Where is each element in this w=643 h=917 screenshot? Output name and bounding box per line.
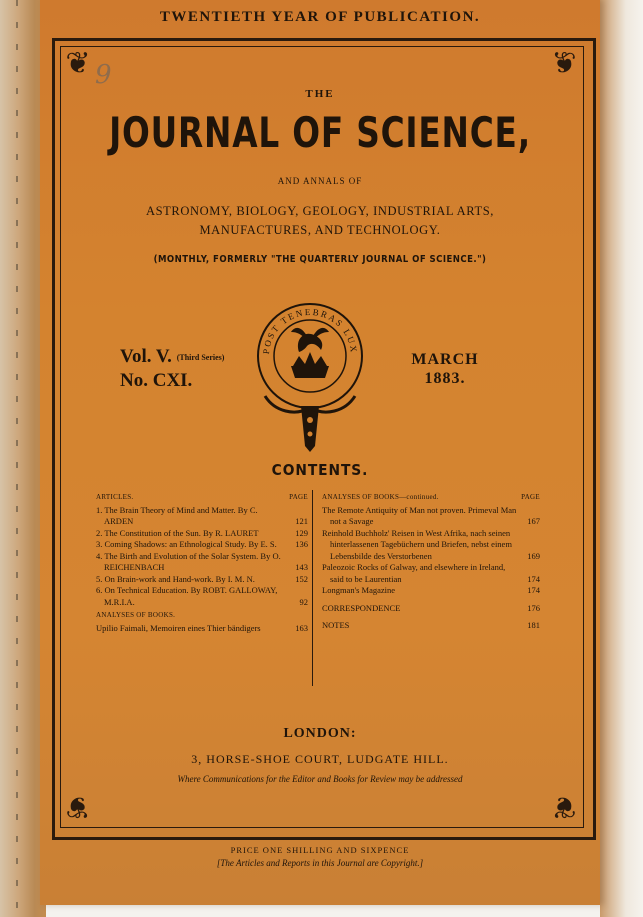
contents-column-divider <box>312 490 313 686</box>
list-item <box>96 623 308 635</box>
issue-year: 1883. <box>424 370 466 387</box>
page-edge-background <box>600 0 643 917</box>
review-title: Longman's Magazine <box>322 585 396 595</box>
review-title: Upilio Faimali, Memoiren eines Thier bändigers <box>96 622 261 633</box>
contents-right-column <box>322 492 540 632</box>
subjects-line-1: ASTRONOMY, BIOLOGY, GEOLOGY, INDUSTRIAL ARTS, <box>145 204 495 218</box>
list-item <box>322 505 540 528</box>
articles-label: ARTICLES. <box>96 493 134 501</box>
article-page: 121 <box>295 516 308 526</box>
subjects-list <box>40 202 600 240</box>
issue-date <box>400 350 490 388</box>
article-title: 1. The Brain Theory of Mind and Matter. By C. ARDEN <box>96 504 258 526</box>
article-page: 136 <box>295 539 308 549</box>
list-item <box>96 574 308 586</box>
subjects-line-2: MANUFACTURES, AND TECHNOLOGY. <box>199 223 441 237</box>
article-title: 2. The Constitution of the Sun. By R. LAURET <box>96 527 259 538</box>
volume-number: Vol. V. <box>120 346 172 367</box>
article-page: 152 <box>295 573 308 584</box>
list-item <box>322 603 540 615</box>
review-title: Paleozoic Rocks of Galway, and elsewhere in Ireland, said to be Laurentian <box>322 562 506 584</box>
list-item <box>322 585 540 597</box>
place-of-publication: LONDON: <box>283 726 357 741</box>
volume-series-note: (Third Series) <box>176 353 225 363</box>
article-title: 6. On Technical Education. By ROBT. GALLOWAY, M.R.I.A. <box>96 585 278 607</box>
list-item <box>322 620 540 632</box>
and-annals-label: AND ANNALS OF <box>277 176 363 186</box>
review-title: Reinhold Buchholz' Reisen in West Afrika, nach seinen hinterlassenen Tagebüchern und Briefen, nebst einem Lebensbilde des Verstorbenen <box>322 527 512 561</box>
issue-month: MARCH <box>411 351 479 368</box>
page-label: PAGE <box>289 493 308 501</box>
volume-block <box>120 345 224 392</box>
article-title: 3. Coming Shadows: an Ethnological Study. By E. S. <box>96 539 277 549</box>
correspondence-label: CORRESPONDENCE <box>322 602 401 613</box>
reviews-label: ANALYSES OF BOOKS. <box>96 611 176 619</box>
article-page: 143 <box>295 562 308 572</box>
corner-ornament-icon: ❦ <box>65 46 91 81</box>
monthly-note: (MONTHLY, FORMERLY "THE QUARTERLY JOURNAL OF SCIENCE.") <box>153 254 487 265</box>
article-title: 5. On Brain-work and Hand-work. By I. M. N. <box>96 573 255 584</box>
crest-icon <box>255 296 365 452</box>
publication-year-line: TWENTIETH YEAR OF PUBLICATION. <box>159 9 481 25</box>
crest-motto: POST TENEBRAS LUX <box>260 306 360 355</box>
communications-note: Where Communications for the Editor and Books for Review may be addressed <box>177 774 463 784</box>
masthead-the: THE <box>305 88 335 100</box>
corner-ornament-icon: ❦ <box>65 789 91 824</box>
copyright-note: [The Articles and Reports in this Journal are Copyright.] <box>216 858 424 868</box>
pencil-annotation: 9 <box>95 60 112 90</box>
review-page: 167 <box>527 516 540 526</box>
list-item <box>96 528 308 540</box>
article-page: 129 <box>295 527 308 538</box>
review-page: 174 <box>527 585 540 595</box>
notes-page: 181 <box>527 620 540 630</box>
review-page: 174 <box>527 573 540 584</box>
issue-number: No. CXI. <box>120 370 193 392</box>
list-item <box>96 505 308 528</box>
page-label: PAGE <box>521 493 540 501</box>
list-item <box>96 539 308 551</box>
left-column-header <box>96 492 308 504</box>
corner-ornament-icon: ❦ <box>551 789 577 824</box>
reviews-header <box>96 610 308 622</box>
corner-ornament-icon: ❦ <box>551 46 577 81</box>
review-page: 169 <box>527 550 540 561</box>
price-line: PRICE ONE SHILLING AND SIXPENCE <box>230 845 410 855</box>
list-item <box>322 562 540 585</box>
list-item <box>322 528 540 563</box>
list-item <box>96 551 308 574</box>
contents-left-column <box>96 492 308 634</box>
publisher-address: 3, HORSE-SHOE COURT, LUDGATE HILL. <box>191 752 449 766</box>
contents-heading: CONTENTS. <box>271 461 369 479</box>
right-column-header <box>322 492 540 504</box>
review-page: 163 <box>295 622 308 633</box>
review-title: The Remote Antiquity of Man not proven. Primeval Man not a Savage <box>322 504 517 526</box>
article-page: 92 <box>299 596 308 607</box>
journal-title: JOURNAL OF SCIENCE, <box>109 108 531 157</box>
list-item <box>96 585 308 608</box>
correspondence-page: 176 <box>527 602 540 613</box>
analyses-continued-label: ANALYSES OF BOOKS—continued. <box>322 493 439 501</box>
notes-label: NOTES <box>322 620 350 630</box>
article-title: 4. The Birth and Evolution of the Solar System. By O. REICHENBACH <box>96 550 281 572</box>
